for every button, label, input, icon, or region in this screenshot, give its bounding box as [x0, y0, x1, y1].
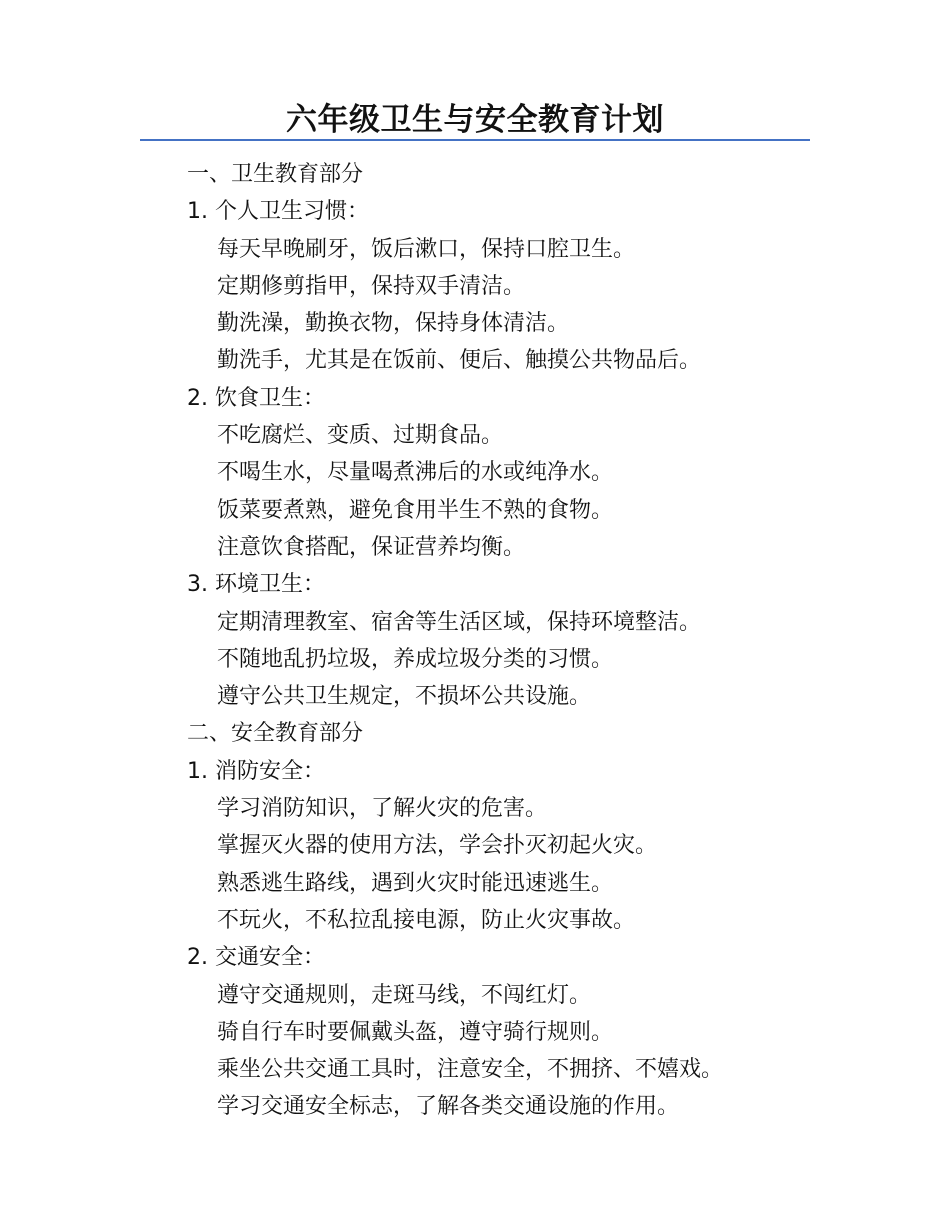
subsection-heading: 1. 消防安全： — [187, 758, 325, 784]
section-heading: 二、安全教育部分 — [187, 721, 364, 747]
list-item: 注意饮食搭配，保证营养均衡。 — [217, 534, 526, 560]
list-item: 熟悉逃生路线，遇到火灾时能迅速逃生。 — [217, 870, 614, 896]
list-item: 不玩火，不私拉乱接电源，防止火灾事故。 — [217, 907, 636, 933]
list-item: 勤洗澡，勤换衣物，保持身体清洁。 — [217, 311, 570, 337]
list-item: 掌握灭火器的使用方法，学会扑灭初起火灾。 — [217, 833, 658, 859]
list-item: 不吃腐烂、变质、过期食品。 — [217, 423, 504, 449]
section-heading: 一、卫生教育部分 — [187, 162, 364, 187]
list-item: 不喝生水，尽量喝煮沸后的水或纯净水。 — [217, 460, 614, 486]
subsection-heading: 1. 个人卫生习惯： — [187, 199, 369, 225]
list-item: 勤洗手，尤其是在饭前、便后、触摸公共物品后。 — [217, 348, 702, 374]
list-item: 饭菜要煮熟，避免食用半生不熟的食物。 — [217, 497, 614, 523]
list-item: 乘坐公共交通工具时，注意安全，不拥挤、不嬉戏。 — [217, 1057, 724, 1083]
list-item: 定期清理教室、宿舍等生活区域，保持环境整洁。 — [217, 609, 702, 635]
document-body — [187, 156, 887, 1126]
subsection-heading: 2. 饮食卫生： — [187, 385, 325, 411]
list-item: 学习消防知识，了解火灾的危害。 — [217, 796, 548, 822]
list-item: 不随地乱扔垃圾，养成垃圾分类的习惯。 — [217, 646, 614, 672]
title-underline — [140, 139, 810, 141]
page-title: 六年级卫生与安全教育计划 — [286, 102, 664, 138]
list-item: 遵守公共卫生规定，不损坏公共设施。 — [217, 684, 592, 710]
subsection-heading: 2. 交通安全： — [187, 945, 325, 971]
list-item: 每天早晚刷牙，饭后漱口，保持口腔卫生。 — [217, 236, 636, 262]
list-item: 学习交通安全标志，了解各类交通设施的作用。 — [217, 1094, 680, 1120]
list-item: 骑自行车时要佩戴头盔，遵守骑行规则。 — [217, 1019, 614, 1045]
subsection-heading: 3. 环境卫生： — [187, 572, 325, 598]
list-item: 定期修剪指甲，保持双手清洁。 — [217, 273, 526, 299]
list-item: 遵守交通规则，走斑马线，不闯红灯。 — [217, 982, 592, 1008]
